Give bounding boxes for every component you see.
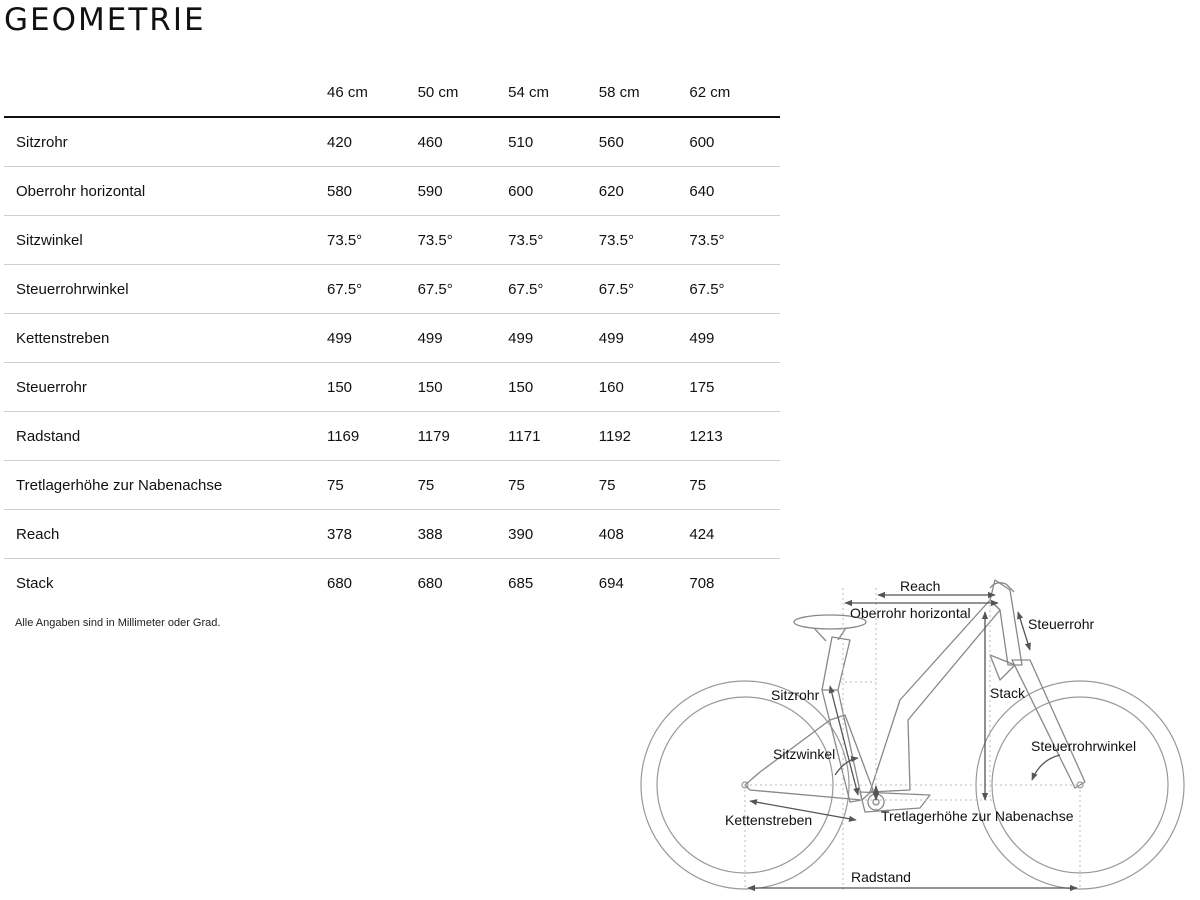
row-value: 620 bbox=[599, 167, 690, 216]
page-title: GEOMETRIE bbox=[4, 2, 206, 38]
row-value: 680 bbox=[417, 574, 443, 592]
column-header: 58 cm bbox=[599, 68, 690, 117]
label-head-angle: Steuerrohrwinkel bbox=[1031, 738, 1137, 754]
row-value: 67.5° bbox=[327, 265, 418, 314]
row-value: 499 bbox=[689, 314, 780, 363]
row-value: 600 bbox=[508, 167, 599, 216]
row-value: 67.5° bbox=[599, 265, 690, 314]
row-label: Steuerrohr bbox=[4, 363, 327, 412]
row-label: Steuerrohrwinkel bbox=[4, 265, 327, 314]
row-value: 499 bbox=[327, 314, 418, 363]
row-value: 708 bbox=[689, 574, 715, 592]
row-label: Radstand bbox=[4, 412, 327, 461]
label-stack: Stack bbox=[990, 685, 1026, 701]
label-reach: Reach bbox=[900, 578, 941, 594]
row-value: 420 bbox=[327, 117, 418, 167]
row-value: 640 bbox=[689, 167, 780, 216]
column-header: 50 cm bbox=[418, 68, 509, 117]
row-label: Tretlagerhöhe zur Nabenachse bbox=[4, 461, 327, 510]
row-label: Oberrohr horizontal bbox=[4, 167, 327, 216]
row-label: Sitzrohr bbox=[4, 117, 327, 167]
row-value: 499 bbox=[508, 314, 599, 363]
row-label: Kettenstreben bbox=[4, 314, 327, 363]
row-value: 1213 bbox=[689, 412, 780, 461]
row-value: 499 bbox=[599, 314, 690, 363]
row-value: 73.5° bbox=[418, 216, 509, 265]
head-angle-arrow bbox=[1032, 755, 1060, 780]
row-value: 175 bbox=[689, 363, 780, 412]
row-value: 75 bbox=[418, 461, 509, 510]
row-value: 560 bbox=[599, 117, 690, 167]
column-header: 62 cm bbox=[689, 68, 780, 117]
row-value: 150 bbox=[508, 363, 599, 412]
row-value: 67.5° bbox=[418, 265, 509, 314]
guide-lines bbox=[745, 588, 1080, 890]
label-seat-angle: Sitzwinkel bbox=[773, 746, 836, 762]
row-value: 1169 bbox=[327, 412, 418, 461]
units-note: Alle Angaben sind in Millimeter oder Grad. bbox=[15, 617, 221, 629]
row-value: 390 bbox=[508, 510, 599, 559]
label-wheelbase: Radstand bbox=[851, 869, 911, 885]
label-head-tube: Steuerrohr bbox=[1028, 616, 1095, 632]
row-value: 75 bbox=[599, 461, 690, 510]
row-label: Reach bbox=[4, 510, 327, 559]
row-value: 600 bbox=[689, 117, 780, 167]
row-label: Sitzwinkel bbox=[4, 216, 327, 265]
row-value: 150 bbox=[418, 363, 509, 412]
row-value: 67.5° bbox=[689, 265, 780, 314]
row-value: 460 bbox=[418, 117, 509, 167]
row-value: 75 bbox=[508, 461, 599, 510]
row-value: 378 bbox=[327, 510, 418, 559]
row-value: 388 bbox=[418, 510, 509, 559]
row-value: 75 bbox=[689, 461, 780, 510]
row-value: 694 bbox=[598, 574, 624, 592]
row-value: 499 bbox=[418, 314, 509, 363]
row-value: 73.5° bbox=[599, 216, 690, 265]
label-bb-drop: Tretlagerhöhe zur Nabenachse bbox=[881, 808, 1074, 824]
row-value: 67.5° bbox=[508, 265, 599, 314]
row-value: 680 bbox=[326, 574, 353, 592]
row-value: 73.5° bbox=[327, 216, 418, 265]
label-top-tube: Oberrohr horizontal bbox=[850, 605, 971, 621]
row-value: 75 bbox=[327, 461, 418, 510]
label-seat-tube: Sitzrohr bbox=[771, 687, 820, 703]
row-value: 160 bbox=[599, 363, 690, 412]
row-value: 408 bbox=[599, 510, 690, 559]
row-value: 580 bbox=[327, 167, 418, 216]
row-value: 73.5° bbox=[508, 216, 599, 265]
row-value: 1192 bbox=[599, 412, 690, 461]
row-value: 1171 bbox=[508, 412, 599, 461]
row-value: 685 bbox=[508, 574, 534, 592]
row-value: 73.5° bbox=[689, 216, 780, 265]
label-chainstays: Kettenstreben bbox=[725, 812, 813, 828]
column-header: 46 cm bbox=[327, 68, 418, 117]
row-value: 1179 bbox=[418, 412, 509, 461]
row-value: 590 bbox=[418, 167, 509, 216]
row-value: 424 bbox=[689, 510, 780, 559]
dimension-arrows bbox=[748, 595, 1077, 888]
column-header: 54 cm bbox=[508, 68, 599, 117]
row-value: 150 bbox=[327, 363, 418, 412]
row-label: Stack bbox=[16, 574, 54, 592]
row-value: 510 bbox=[508, 117, 599, 167]
